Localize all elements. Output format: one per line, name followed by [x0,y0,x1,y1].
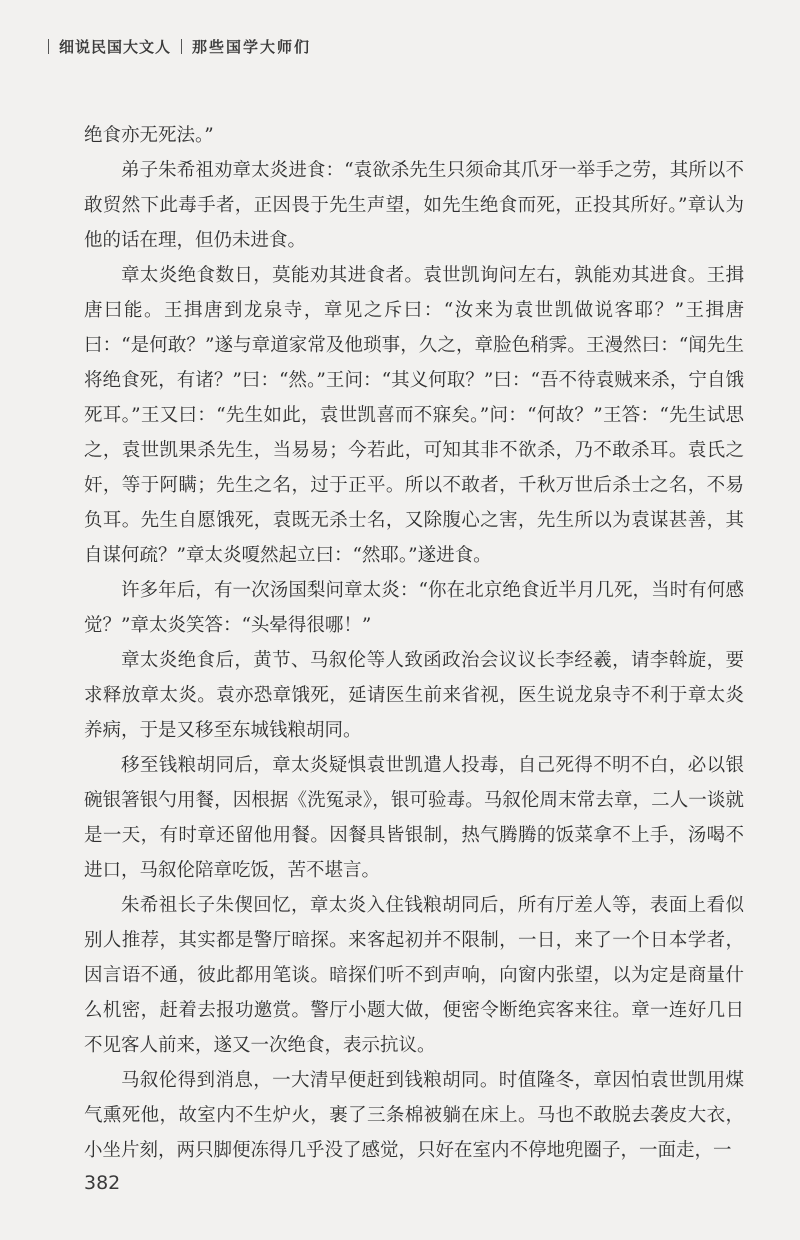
body-text [84,118,744,1168]
paragraph: 马叙伦得到消息，一大清早便赶到钱粮胡同。时值隆冬，章因怕袁世凯用煤气熏死他，故室内不生炉火，裹了三条棉被躺在床上。马也不敢脱去袭皮大衣，小坐片刻，两只脚便冻得几乎没了感觉，只好在室内不停地兜圈子，一面走，一 [84,1070,744,1161]
chapter-subtitle: 那些国学大师们 [192,38,312,56]
paragraph: 弟子朱希祖劝章太炎进食：“袁欲杀先生只须命其爪牙一举手之劳，其所以不敢贸然下此毒手者，正因畏于先生声望，如先生绝食而死，正投其所好。”章认为他的话在理，但仍未进食。 [84,160,744,251]
paragraph: 许多年后，有一次汤国梨问章太炎：“你在北京绝食近半月几死，当时有何感觉？”章太炎笑答：“头晕得很哪！” [84,580,744,636]
header-divider [181,39,182,54]
paragraph: 移至钱粮胡同后，章太炎疑惧袁世凯遣人投毒，自己死得不明不白，必以银碗银箸银勺用餐，因根据《洗冤录》，银可验毒。马叙伦周末常去章，二人一谈就是一天，有时章还留他用餐。因餐具皆银制，热气腾腾的饭菜拿不上手，汤喝不进口，马叙伦陪章吃饭，苦不堪言。 [84,755,744,881]
running-header [38,36,311,57]
paragraph-continued: 绝食亦无死法。” [84,125,214,146]
paragraph: 章太炎绝食数日，莫能劝其进食者。袁世凯询问左右，孰能劝其进食。王揖唐曰能。王揖唐到龙泉寺，章见之斥曰：“汝来为袁世凯做说客耶？”王揖唐曰：“是何敢？”遂与章道家常及他琐事，久之，章脸色稍霁。王漫然曰：“闻先生将绝食死，有诸？”曰：“然。”王问：“其义何取？”曰：“吾不待袁贼来杀，宁自饿死耳。”王又曰：“先生如此，袁世凯喜而不寐矣。”问：“何故？”王答：“先生试思之，袁世凯果杀先生，当易易；今若此，可知其非不欲杀，乃不敢杀耳。袁氏之奸，等于阿瞒；先生之名，过于正平。所以不敢者，千秋万世后杀士之名，不易负耳。先生自愿饿死，袁既无杀士名，又除腹心之害，先生所以为袁谋甚善，其自谋何疏？”章太炎嗄然起立曰：“然耶。”遂进食。 [84,265,744,566]
page-number: 382 [84,1172,121,1194]
series-title: 细说民国大文人 [59,38,172,56]
paragraph: 朱希祖长子朱偰回忆，章太炎入住钱粮胡同后，所有厅差人等，表面上看似别人推荐，其实都是警厅暗探。来客起初并不限制，一日，来了一个日本学者，因言语不通，彼此都用笔谈。暗探们听不到声响，向窗内张望，以为定是商量什么机密，赶着去报功邀赏。警厅小题大做，便密令断绝宾客来往。章一连好几日不见客人前来，遂又一次绝食，表示抗议。 [84,895,744,1056]
paragraph: 章太炎绝食后，黄节、马叙伦等人致函政治会议议长李经羲，请李斡旋，要求释放章太炎。袁亦恐章饿死，延请医生前来省视，医生说龙泉寺不利于章太炎养病，于是又移至东城钱粮胡同。 [84,650,744,741]
header-divider-left [48,39,49,54]
